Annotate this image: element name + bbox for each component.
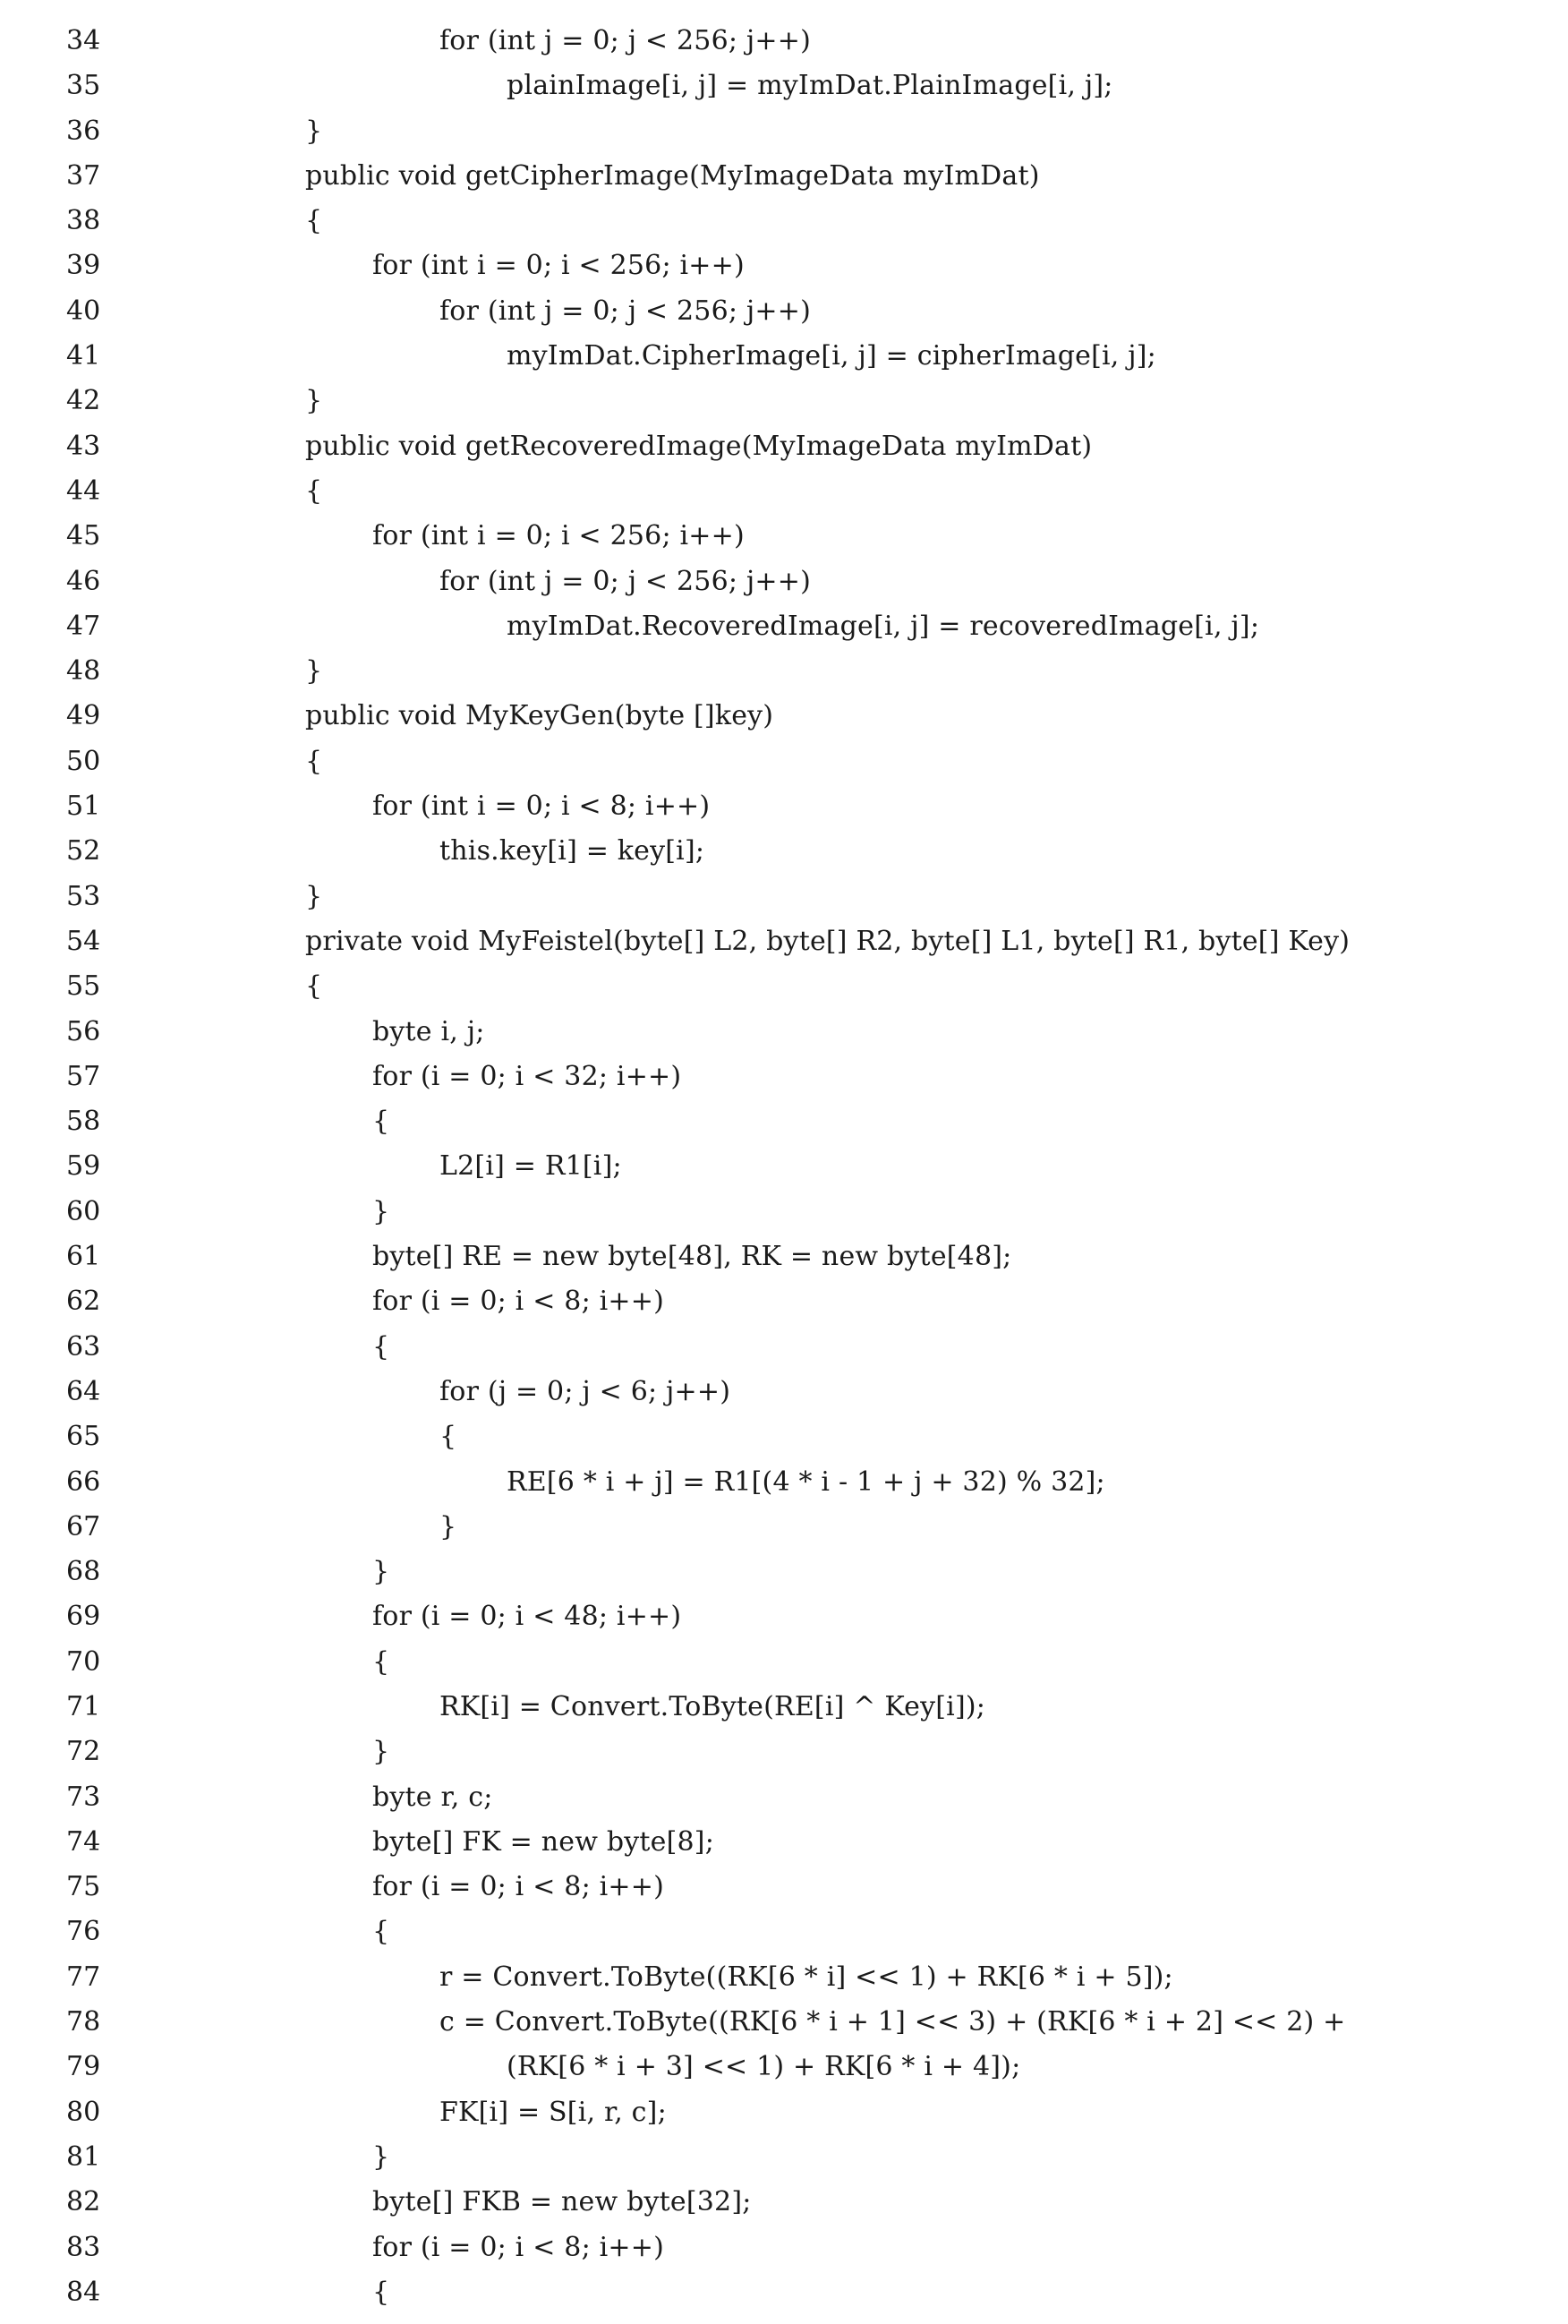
line-code: public void MyKeyGen(byte []key) <box>305 700 774 732</box>
code-line <box>0 739 1568 783</box>
line-number: 49 <box>66 700 101 732</box>
line-code: { <box>305 745 323 777</box>
code-line <box>0 1324 1568 1369</box>
code-line <box>0 1639 1568 1684</box>
line-number: 42 <box>66 385 101 417</box>
line-number: 63 <box>66 1330 101 1363</box>
code-line <box>0 153 1568 198</box>
code-line <box>0 1369 1568 1414</box>
line-number: 50 <box>66 745 101 777</box>
line-number: 73 <box>66 1781 101 1813</box>
line-number: 79 <box>66 2051 101 2083</box>
line-number: 65 <box>66 1421 101 1453</box>
line-code: myImDat.RecoveredImage[i, j] = recoveredImage[i, j]; <box>507 610 1260 642</box>
line-number: 58 <box>66 1106 101 1138</box>
line-code: for (int j = 0; j < 256; j++) <box>439 565 811 597</box>
line-number: 48 <box>66 655 101 688</box>
line-code: private void MyFeistel(byte[] L2, byte[] R2, byte[] L1, byte[] R1, byte[] Key) <box>305 925 1351 957</box>
code-line <box>0 828 1568 873</box>
line-number: 54 <box>66 925 101 957</box>
code-line <box>0 1819 1568 1864</box>
code-line <box>0 603 1568 648</box>
line-code: byte i, j; <box>372 1015 485 1047</box>
code-line <box>0 2225 1568 2269</box>
line-code: { <box>372 1645 390 1678</box>
code-line <box>0 783 1568 828</box>
code-line <box>0 1549 1568 1593</box>
line-number: 69 <box>66 1601 101 1633</box>
line-number: 70 <box>66 1645 101 1678</box>
line-code: { <box>372 1106 390 1138</box>
code-line <box>0 63 1568 107</box>
line-code: } <box>372 1195 390 1227</box>
code-line <box>0 1999 1568 2044</box>
code-line <box>0 2089 1568 2134</box>
line-code: for (int j = 0; j < 256; j++) <box>439 295 811 327</box>
line-code: { <box>439 1421 457 1453</box>
line-code: { <box>372 2276 390 2308</box>
code-line <box>0 1909 1568 1953</box>
line-number: 46 <box>66 565 101 597</box>
line-code: RK[i] = Convert.ToByte(RE[i] ^ Key[i]); <box>439 1690 986 1722</box>
code-line <box>0 288 1568 333</box>
line-number: 47 <box>66 610 101 642</box>
code-line <box>0 1234 1568 1278</box>
line-number: 80 <box>66 2096 101 2128</box>
code-line <box>0 2044 1568 2089</box>
line-code: } <box>439 1510 457 1542</box>
line-code: for (int j = 0; j < 256; j++) <box>439 25 811 56</box>
line-number: 39 <box>66 250 101 282</box>
code-line <box>0 1278 1568 1323</box>
line-code: byte[] RE = new byte[48], RK = new byte[48]; <box>372 1241 1012 1273</box>
code-line <box>0 1864 1568 1909</box>
line-number: 53 <box>66 880 101 912</box>
line-code: (RK[6 * i + 3] << 1) + RK[6 * i + 4]); <box>507 2051 1021 2083</box>
line-number: 72 <box>66 1736 101 1768</box>
code-line <box>0 243 1568 287</box>
code-line <box>0 198 1568 243</box>
code-line <box>0 1504 1568 1549</box>
line-number: 35 <box>66 70 101 102</box>
line-number: 40 <box>66 295 101 327</box>
code-line <box>0 648 1568 693</box>
line-code: byte[] FKB = new byte[32]; <box>372 2186 752 2218</box>
line-code: { <box>372 1916 390 1948</box>
line-code: myImDat.CipherImage[i, j] = cipherImage[i, j]; <box>507 340 1156 372</box>
code-line <box>0 1414 1568 1458</box>
line-number: 38 <box>66 205 101 237</box>
line-code: for (i = 0; i < 32; i++) <box>372 1060 682 1092</box>
line-code: for (int i = 0; i < 8; i++) <box>372 790 711 823</box>
code-line <box>0 1954 1568 1999</box>
line-number: 83 <box>66 2231 101 2263</box>
line-number: 81 <box>66 2140 101 2173</box>
line-number: 45 <box>66 520 101 552</box>
code-line <box>0 1593 1568 1638</box>
line-code: } <box>305 115 323 147</box>
code-line <box>0 2269 1568 2314</box>
code-line <box>0 1189 1568 1234</box>
code-line <box>0 963 1568 1008</box>
line-code: r = Convert.ToByte((RK[6 * i] << 1) + RK[6 * i + 5]); <box>439 1961 1173 1993</box>
line-code: } <box>305 385 323 417</box>
line-number: 43 <box>66 430 101 462</box>
code-line <box>0 513 1568 558</box>
line-code: for (i = 0; i < 8; i++) <box>372 1871 664 1903</box>
code-line <box>0 693 1568 738</box>
code-line <box>0 333 1568 378</box>
line-code: byte[] FK = new byte[8]; <box>372 1825 714 1858</box>
code-line <box>0 18 1568 63</box>
line-number: 78 <box>66 2006 101 2038</box>
line-number: 61 <box>66 1241 101 1273</box>
line-code: plainImage[i, j] = myImDat.PlainImage[i, j]; <box>507 70 1113 102</box>
line-code: L2[i] = R1[i]; <box>439 1150 622 1183</box>
line-number: 68 <box>66 1556 101 1588</box>
code-line <box>0 108 1568 153</box>
line-number: 62 <box>66 1286 101 1318</box>
line-number: 74 <box>66 1825 101 1858</box>
code-line <box>0 2179 1568 2224</box>
line-code: this.key[i] = key[i]; <box>439 835 705 867</box>
line-code: for (j = 0; j < 6; j++) <box>439 1375 731 1407</box>
line-code: } <box>305 880 323 912</box>
code-line <box>0 1143 1568 1188</box>
line-number: 56 <box>66 1015 101 1047</box>
code-line <box>0 1774 1568 1819</box>
line-code: { <box>305 474 323 507</box>
line-code: { <box>372 1330 390 1363</box>
line-code: { <box>305 205 323 237</box>
line-code: c = Convert.ToByte((RK[6 * i + 1] << 3) + (RK[6 * i + 2] << 2) + <box>439 2006 1346 2038</box>
line-code: } <box>372 1556 390 1588</box>
line-code: public void getCipherImage(MyImageData myImDat) <box>305 159 1040 192</box>
code-line <box>0 1459 1568 1504</box>
code-line <box>0 559 1568 603</box>
line-code: public void getRecoveredImage(MyImageData myImDat) <box>305 430 1093 462</box>
code-line <box>0 2134 1568 2179</box>
line-number: 37 <box>66 159 101 192</box>
line-number: 44 <box>66 474 101 507</box>
code-line <box>0 423 1568 468</box>
line-code: for (int i = 0; i < 256; i++) <box>372 250 745 282</box>
code-line <box>0 1098 1568 1143</box>
line-number: 77 <box>66 1961 101 1993</box>
line-code: for (i = 0; i < 8; i++) <box>372 1286 664 1318</box>
line-code: for (int i = 0; i < 256; i++) <box>372 520 745 552</box>
line-number: 64 <box>66 1375 101 1407</box>
line-number: 57 <box>66 1060 101 1092</box>
line-number: 75 <box>66 1871 101 1903</box>
line-number: 55 <box>66 970 101 1003</box>
code-listing <box>0 18 1568 2314</box>
line-code: { <box>305 970 323 1003</box>
line-number: 84 <box>66 2276 101 2308</box>
line-code: } <box>372 1736 390 1768</box>
code-line <box>0 378 1568 423</box>
code-line <box>0 1729 1568 1773</box>
line-number: 52 <box>66 835 101 867</box>
line-number: 36 <box>66 115 101 147</box>
code-line <box>0 918 1568 963</box>
code-line <box>0 1054 1568 1098</box>
line-code: for (i = 0; i < 48; i++) <box>372 1601 682 1633</box>
line-number: 51 <box>66 790 101 823</box>
line-number: 82 <box>66 2186 101 2218</box>
line-code: RE[6 * i + j] = R1[(4 * i - 1 + j + 32) % 32]; <box>507 1465 1105 1498</box>
line-number: 41 <box>66 340 101 372</box>
line-number: 76 <box>66 1916 101 1948</box>
code-line <box>0 468 1568 513</box>
code-line <box>0 874 1568 918</box>
line-code: FK[i] = S[i, r, c]; <box>439 2096 667 2128</box>
code-line <box>0 1684 1568 1729</box>
line-number: 71 <box>66 1690 101 1722</box>
line-number: 66 <box>66 1465 101 1498</box>
line-number: 60 <box>66 1195 101 1227</box>
line-code: for (i = 0; i < 8; i++) <box>372 2231 664 2263</box>
line-code: byte r, c; <box>372 1781 493 1813</box>
line-number: 67 <box>66 1510 101 1542</box>
line-number: 59 <box>66 1150 101 1183</box>
line-code: } <box>305 655 323 688</box>
code-line <box>0 1009 1568 1054</box>
line-code: } <box>372 2140 390 2173</box>
line-number: 34 <box>66 25 101 56</box>
